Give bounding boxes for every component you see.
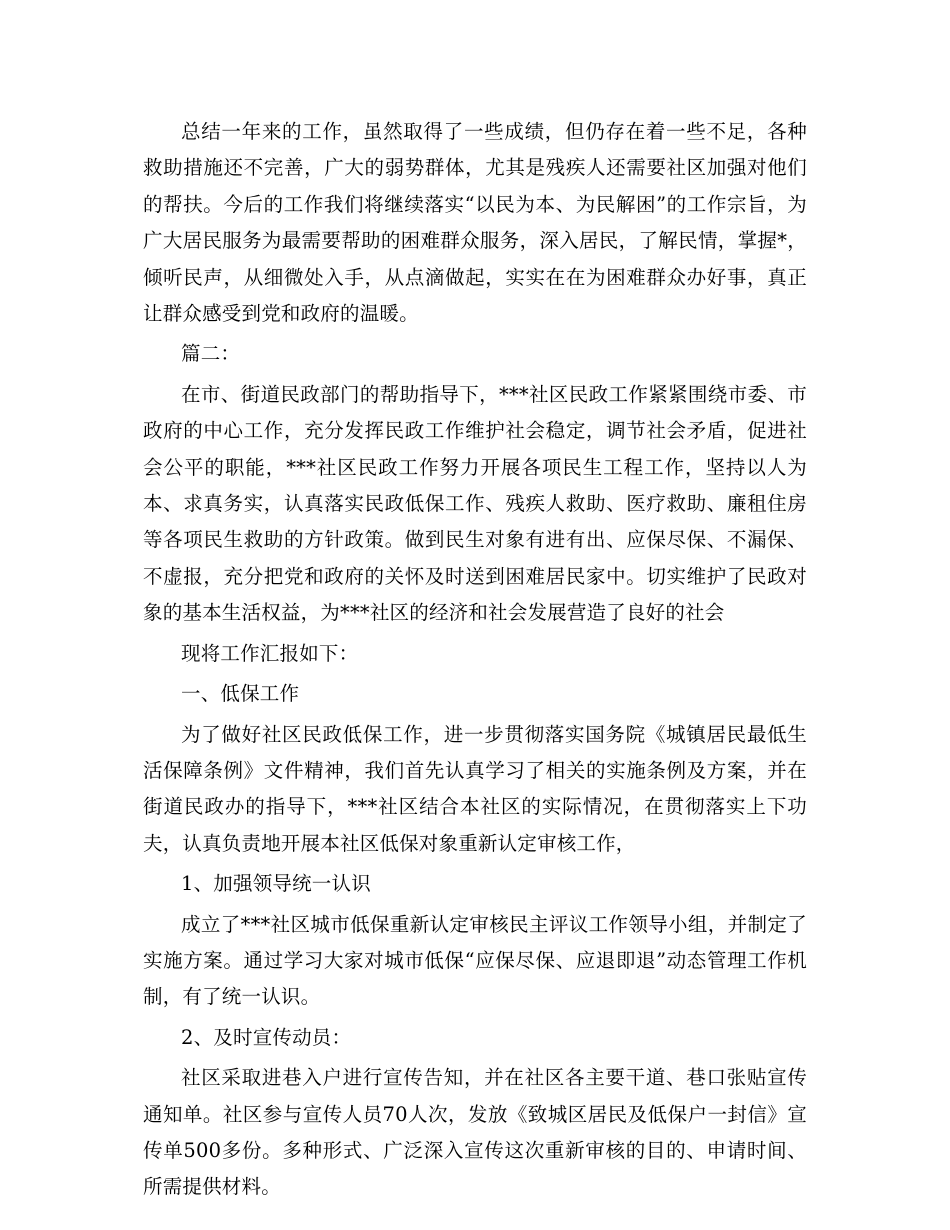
paragraph-report-lead: 现将工作汇报如下： xyxy=(181,641,359,665)
document-body xyxy=(143,114,807,1210)
paragraph-leadership: 成立了***社区城市低保重新认定审核民主评议工作领导小组，并制定了实施方案。通过学习大家对城市低保“应保尽保、应退即退”动态管理工作机制，有了统一认识。 xyxy=(143,912,807,1009)
paragraph-low-income-work: 为了做好社区民政低保工作，进一步贯彻落实国务院《城镇居民最低生活保障条例》文件精神，我们首先认真学习了相关的实施条例及方案，并在街道民政办的指导下，***社区结合本社区的实际情况，在贯彻落实上下功夫，认真负责地开展本社区低保对象重新认定审核工作， xyxy=(143,722,807,855)
heading-publicity: 2、及时宣传动员： xyxy=(181,1025,352,1049)
section-heading-part-two: 篇二： xyxy=(181,342,241,366)
heading-leadership: 1、加强领导统一认识 xyxy=(181,872,371,896)
paragraph-intro: 在市、街道民政部门的帮助指导下，***社区民政工作紧紧围绕市委、市政府的中心工作，充分发挥民政工作维护社会稳定，调节社会矛盾，促进社会公平的职能，***社区民政工作努力开展各项民生工程工作，坚持以人为本、求真务实，认真落实民政低保工作、残疾人救助、医疗救助、廉租住房等各项民生救助的方针政策。做到民生对象有进有出、应保尽保、不漏保、不虚报，充分把党和政府的关怀及时送到困难居民家中。切实维护了民政对象的基本生活权益，为***社区的经济和社会发展营造了良好的社会 xyxy=(143,382,807,625)
paragraph-summary: 总结一年来的工作，虽然取得了一些成绩，但仍存在着一些不足，各种救助措施还不完善，广大的弱势群体，尤其是残疾人还需要社区加强对他们的帮扶。今后的工作我们将继续落实“以民为本、为民解困”的工作宗旨，为广大居民服务为最需要帮助的困难群众服务，深入居民，了解民情，掌握*，倾听民声，从细微处入手，从点滴做起，实实在在为困难群众办好事，真正让群众感受到党和政府的温暖。 xyxy=(143,120,807,326)
heading-low-income-work: 一、低保工作 xyxy=(181,682,300,706)
paragraph-publicity: 社区采取进巷入户进行宣传告知，并在社区各主要干道、巷口张贴宣传通知单。社区参与宣传人员70人次，发放《致城区居民及低保户一封信》宣传单500多份。多种形式、广泛深入宣传这次重新审核的目的、申请时间、所需提供材料。 xyxy=(143,1066,807,1199)
